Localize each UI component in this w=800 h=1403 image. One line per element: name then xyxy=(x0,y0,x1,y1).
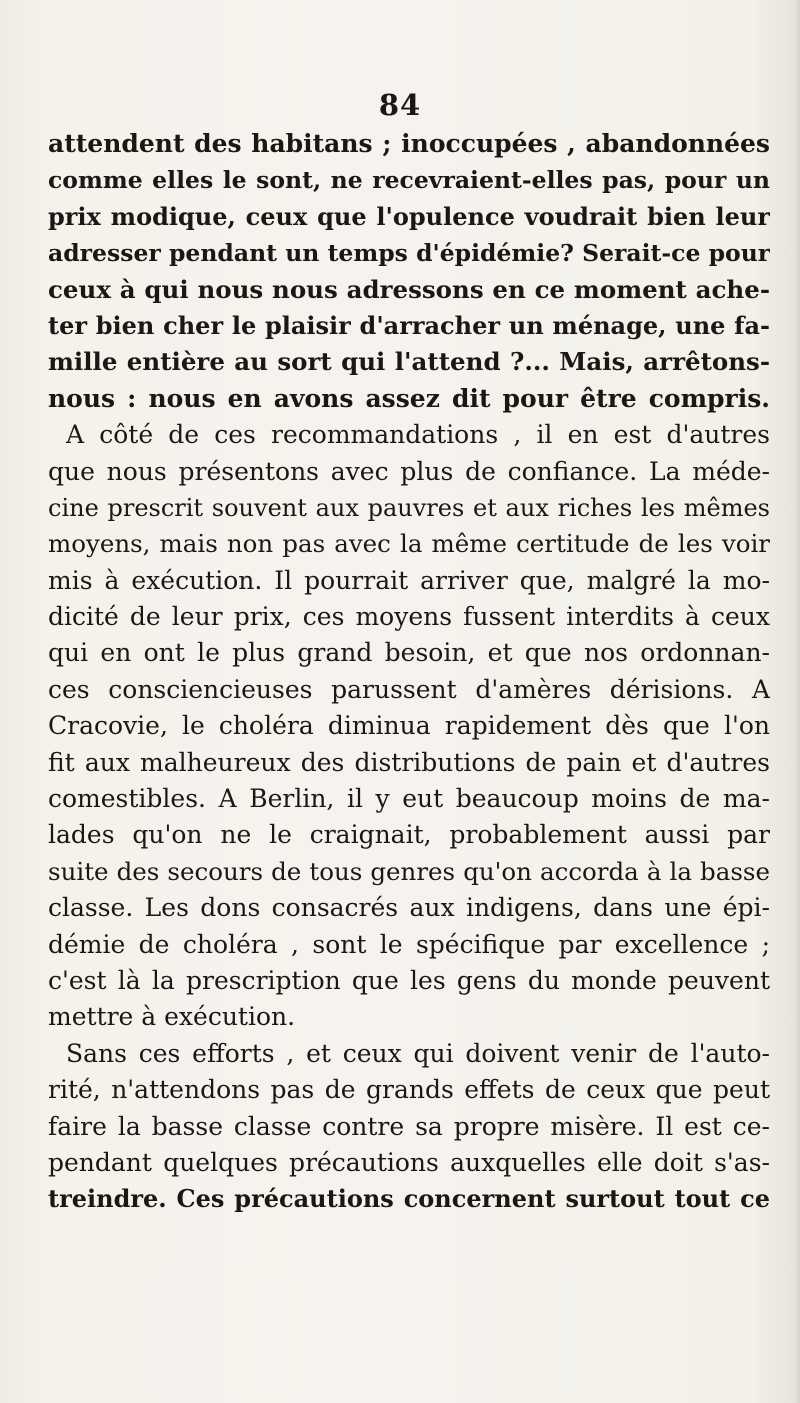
page-edge-shadow xyxy=(794,0,800,1403)
text-line-3: prix modique, ceux que l'opulence voudrait bien leur xyxy=(48,201,770,231)
text-line-23: démie de choléra , sont le spécifique par excellence ; xyxy=(48,929,770,959)
text-line-11: cine prescrit souvent aux pauvres et aux riches les mêmes xyxy=(48,493,770,522)
text-line-22: classe. Les dons consacrés aux indigens, dans une épi- xyxy=(48,893,770,923)
text-line-29: pendant quelques précautions auxquelles elle doit s'as- xyxy=(48,1147,770,1177)
text-line-16: ces consciencieuses parussent d'amères dérisions. A xyxy=(48,674,770,704)
text-line-21: suite des secours de tous genres qu'on accorda à la basse xyxy=(48,856,770,886)
text-line-10: que nous présentons avec plus de confiance. La méde- xyxy=(48,456,770,486)
text-line-17: Cracovie, le choléra diminua rapidement dès que l'on xyxy=(48,711,770,741)
text-line-26: Sans ces efforts , et ceux qui doivent venir de l'auto- xyxy=(66,1038,770,1068)
text-line-28: faire la basse classe contre sa propre misère. Il est ce- xyxy=(48,1111,770,1141)
text-line-7: mille entière au sort qui l'attend ?... Mais, arrêtons- xyxy=(48,347,770,377)
text-line-20: lades qu'on ne le craignait, probablement aussi par xyxy=(48,820,770,850)
text-line-5: ceux à qui nous nous adressons en ce moment ache- xyxy=(48,274,770,304)
page-number: 84 xyxy=(378,88,422,122)
text-line-9: A côté de ces recommandations , il en est d'autres xyxy=(66,420,770,450)
text-line-25: mettre à exécution. xyxy=(48,1002,296,1032)
text-line-14: dicité de leur prix, ces moyens fussent interdits à ceux xyxy=(48,602,770,632)
text-line-27: rité, n'attendons pas de grands effets de ceux que peut xyxy=(48,1075,770,1105)
body-text xyxy=(48,126,770,1218)
text-line-1: attendent des habitans ; inoccupées , abandonnées xyxy=(48,129,770,158)
text-line-24: c'est là la prescription que les gens du monde peuvent xyxy=(48,965,770,995)
text-line-13: mis à exécution. Il pourrait arriver que, malgré la mo- xyxy=(48,565,770,595)
text-line-18: fit aux malheureux des distributions de pain et d'autres xyxy=(48,747,770,777)
text-line-8: nous : nous en avons assez dit pour être compris. xyxy=(48,383,770,413)
text-line-19: comestibles. A Berlin, il y eut beaucoup moins de ma- xyxy=(48,784,770,814)
text-line-15: qui en ont le plus grand besoin, et que nos ordonnan- xyxy=(48,638,770,668)
text-line-12: moyens, mais non pas avec la même certitude de les voir xyxy=(48,529,770,559)
text-line-6: ter bien cher le plaisir d'arracher un ménage, une fa- xyxy=(48,310,770,340)
text-line-30: treindre. Ces précautions concernent surtout tout ce xyxy=(48,1184,770,1214)
text-line-2: comme elles le sont, ne recevraient-elles pas, pour un xyxy=(48,166,770,195)
text-line-4: adresser pendant un temps d'épidémie? Serait-ce pour xyxy=(48,239,770,268)
